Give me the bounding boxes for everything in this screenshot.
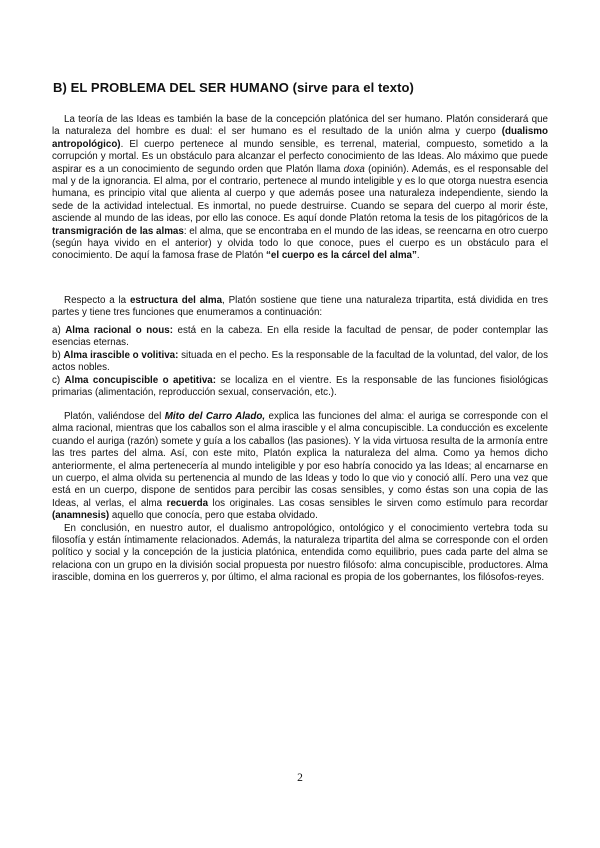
list-item: b) Alma irascible o volitiva: situada en el pecho. Es la responsable de la facultad de la voluntad, del valor, de los actos nobles.: [52, 349, 548, 374]
paragraph-soul-structure: [52, 295, 548, 320]
paragraph-dualism: [52, 114, 548, 263]
paragraph-myth-and-conclusion: [52, 411, 548, 585]
paragraph-conclusion-text: En conclusión, en nuestro autor, el dualismo antropológico, ontológico y el conocimiento vertebra toda su filosofía y están íntimamente relacionados. Además, la naturaleza tripartita del alma se corresponde con el orden político y social y la concepción de la justicia platónica, entendida como equilibrio, pues cada parte del alma se relaciona con un grupo en la división social propuesta por nuestro filósofo: alma concupiscible, productores. Alma irascible, domina en los guerreros y, por último, el alma racional es propia de los gobernantes, los filósofos-reyes.: [52, 522, 548, 584]
soul-parts-list: [52, 325, 548, 399]
list-item: a) Alma racional o nous: está en la cabeza. En ella reside la facultad de pensar, de poder contemplar las esencias eternas.: [52, 325, 548, 349]
section-heading: B) EL PROBLEMA DEL SER HUMANO (sirve para el texto): [53, 80, 414, 95]
list-item: c) Alma concupiscible o apetitiva: se localiza en el vientre. Es la responsable de las funciones fisiológicas primarias (alimentación, reproducción sexual, conservación, etc.).: [52, 374, 548, 399]
paragraph-myth-text: Platón, valiéndose del Mito del Carro Alado, explica las funciones del alma: el auriga se corresponde con el alma racional, mientras que los caballos son el alma irascible y el alma concupiscible. La conducción es excelente cuando el auriga (razón) somete y guía a los caballos (las pasiones). Y la vida virtuosa resulta de la armonía entre las tres partes del alma. Así, con este mito, Platón explica la naturaleza del alma. Como ya hemos dicho anteriormente, el alma pertenecería al mundo inteligible y por eso habría conocido ya las Ideas; al encarnarse en un cuerpo, el alma olvida su pertenencia al mundo de las Ideas y todo lo que vio y conoció allí. Pero una vez que está en un cuerpo, dispone de sentidos para percibir las cosas sensibles, y como éstas son una copia de las Ideas, al verlas, el alma recuerda los originales. Las cosas sensibles le sirven como estímulo para recordar (anamnesis) aquello que conocía, pero que estaba olvidado.: [52, 411, 548, 522]
paragraph-dualism-text: La teoría de las Ideas es también la base de la concepción platónica del ser humano. Platón considerará que la naturaleza del hombre es dual: el ser humano es el resultado de la unión alma y cuerpo (dualismo antropológico). El cuerpo pertenece al mundo sensible, es terrenal, material, compuesto, sometido a la corrupción y mortal. Es un obstáculo para alcanzar el perfecto conocimiento de las Ideas. Alo máximo que puede aspirar es a un conocimiento de segundo orden que Platón llama doxa (opinión). Además, es el responsable del mal y de la ignorancia. El alma, por el contrario, pertenece al mundo inteligible y es lo que otorga nuestra esencia humana, es principio vital que alienta al cuerpo y que además posee una naturaleza independiente, siendo la sede de la actividad intelectual. Es inmortal, no puede destruirse. Cuando se separa del cuerpo al morir éste, asciende al mundo de las ideas, por ello las conoce. Es aquí donde Platón retoma la tesis de los pitagóricos de la transmigración de las almas: el alma, que se encontraba en el mundo de las ideas, se reencarna en otro cuerpo (según haya vivido en el anterior) y olvida todo lo que conoce, pues el cuerpo es un obstáculo para el conocimiento. De aquí la famosa frase de Platón “el cuerpo es la cárcel del alma”.: [52, 114, 548, 262]
paragraph-soul-structure-text: Respecto a la estructura del alma, Platón sostiene que tiene una naturaleza tripartita, está dividida en tres partes y tiene tres funciones que enumeramos a continuación:: [52, 295, 548, 319]
page-number: 2: [297, 772, 303, 784]
